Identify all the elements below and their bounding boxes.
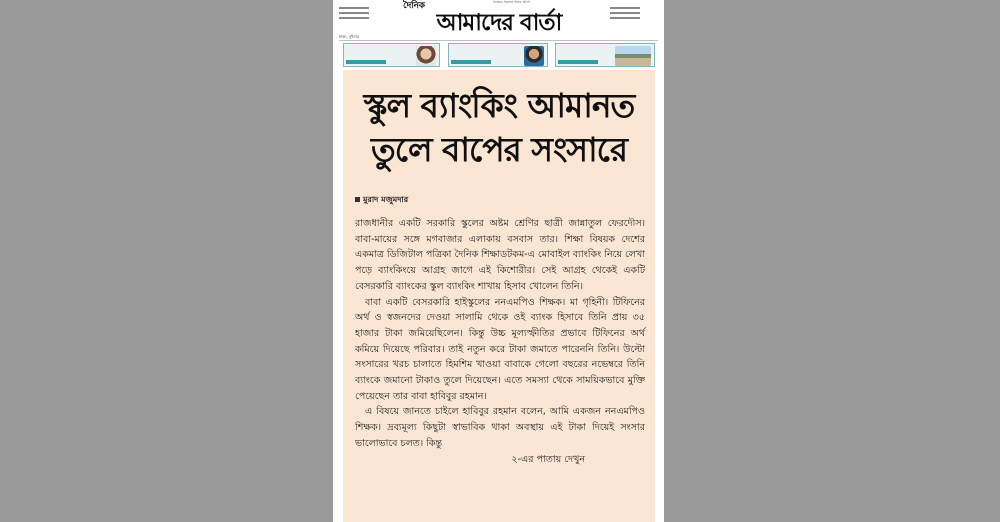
masthead [333, 0, 664, 44]
article-paragraph: বাবা একটি বেসরকারি হাইস্কুলের ননএমপিও শিক্ষক। মা গৃহিনী। টিফিনের অর্থ ও স্বজনদের দেওয়া সালামি থেকে ওই ব্যাংক হিসাবে তিনি প্রায় ৩৫ হাজার টাকা জমিয়েছিলেন। কিন্তু উচ্চ মূল্যস্ফীতির প্রভাবে টিফিনের অর্থ কমিয়ে দিয়েছে পরিবার। তাই নতুন করে টাকা জমাতে পারেননি তিনি। উল্টো সংসারের খরচ চালাতে হিমশিম খাওয়া বাবাকে গেলো বছরের নভেম্বরে তিনি ব্যাংকে জমানো টাকাও তুলে দিয়েছেন। এতে সমস্যা থেকে সাময়িকভাবে মুক্তি পেয়েছেন তার বাবা হাবিবুর রহমান। [355, 296, 645, 402]
masthead-tagline: সত্যের সন্ধানে সবার আগে [493, 0, 531, 4]
promo-photo [524, 46, 544, 66]
promo-box-2[interactable] [448, 43, 548, 67]
promo-strip [343, 43, 655, 67]
masthead-left-info [339, 4, 389, 22]
byline-bullet-icon [355, 197, 360, 202]
promo-bar [558, 60, 598, 64]
article-body [355, 216, 645, 467]
masthead-divider [339, 40, 658, 41]
promo-photo [615, 46, 651, 66]
masthead-date: ঢাকা, বুধবার [339, 34, 359, 39]
article-paragraph: রাজধানীর একটি সরকারি স্কুলের অষ্টম শ্রেণির ছাত্রী জান্নাতুল ফেরদৌস। বাবা-মায়ের সঙ্গে মগবাজার এলাকায় বসবাস তার। শিক্ষা বিষয়ক দেশের একমাত্র ডিজিটাল পত্রিকা দৈনিক শিক্ষাডটকম-এ মোবাইল ব্যাংকিং নিয়ে লেখা পড়ে ব্যাংকিংয়ে আগ্রহ জাগে এই কিশোরীর। সেই আগ্রহ থেকেই একটি বেসরকারি ব্যাংকের স্কুল ব্যাংকিং শাখায় হিসাব খোলেন তিনি। [355, 218, 645, 292]
continued-on-page: ২-এর পাতায় দেখুন [511, 453, 585, 465]
promo-box-3[interactable] [555, 43, 655, 67]
masthead-right-info [610, 4, 658, 22]
promo-bar [346, 60, 386, 64]
byline-author: মুরাদ মজুমদার [363, 195, 409, 204]
promo-photo [416, 46, 436, 66]
promo-box-1[interactable] [343, 43, 440, 67]
headline-line-2: তুলে বাপের সংসারে [370, 130, 628, 169]
article [343, 70, 655, 522]
masthead-daily-label: দৈনিক [403, 1, 425, 11]
newspaper-page [333, 0, 664, 522]
promo-bar [451, 60, 491, 64]
article-byline [355, 194, 408, 207]
headline-line-1: স্কুল ব্যাংকিং আমানত [363, 86, 635, 125]
masthead-title: আমাদের বার্তা [436, 9, 562, 36]
article-headline [343, 84, 655, 172]
article-paragraph: এ বিষয়ে জানতে চাইলে হাবিবুর রহমান বলেন, আমি একজন ননএমপিও শিক্ষক। দ্রব্যমূল্য কিছুটা স্বাভাবিক থাকা অবস্থায় এই টাকা দিয়েই সংসার ভালোভাবে চলত। কিন্তু [355, 406, 645, 449]
